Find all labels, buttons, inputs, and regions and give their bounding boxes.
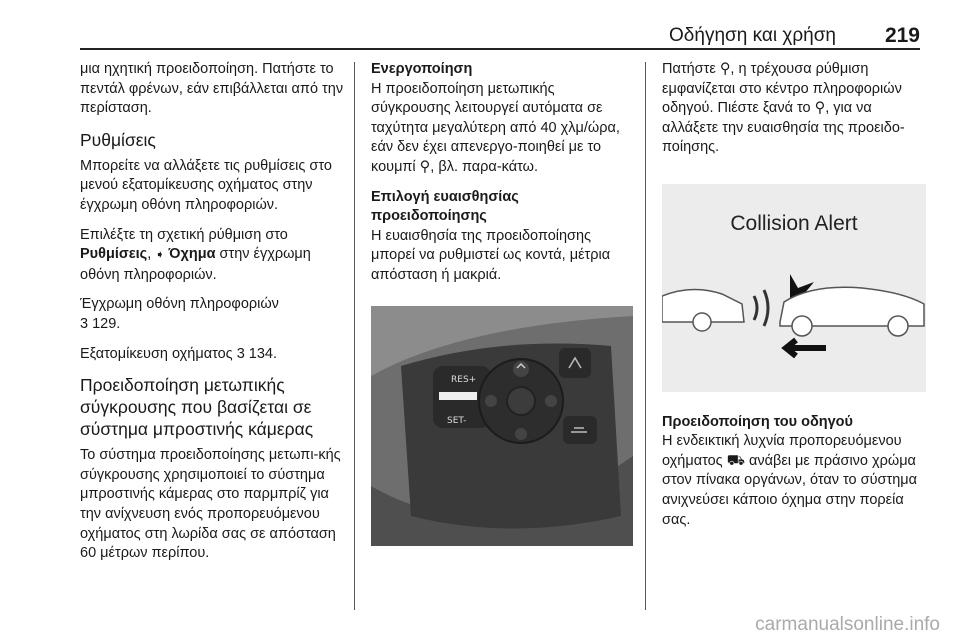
- set-label: SET-: [447, 415, 467, 426]
- heading-driver-warning: Προειδοποίηση του οδηγού: [662, 413, 853, 430]
- menu-settings: Ρυθμίσεις: [80, 246, 148, 263]
- column-1: [80, 60, 344, 574]
- heading-front-camera-alert: Προειδοποίηση μετωπικής σύγκρουσης που βασίζεται σε σύστημα μπροστινής κάμερας: [80, 375, 314, 440]
- column-divider: [354, 62, 355, 610]
- paragraph: μια ηχητική προειδοποίηση. Πατήστε το πεντάλ φρένων, εάν επιβάλλεται από την περίσταση.: [80, 61, 344, 117]
- paragraph: Η ευαισθησία της προειδοποίησης μπορεί να ρυθμιστεί ως κοντά, μέτρια απόσταση ή μακριά.: [371, 227, 611, 283]
- page-header: [80, 18, 920, 48]
- res-label: RES+: [451, 374, 477, 385]
- column-divider: [645, 62, 646, 610]
- text: ,: [147, 246, 156, 263]
- display-title: Collision Alert: [730, 211, 858, 235]
- heading-sensitivity: Επιλογή ευαισθησίας προειδοποίησης: [371, 188, 519, 225]
- header-rule: [80, 48, 920, 50]
- collision-alert-display: [662, 184, 926, 392]
- text: Εξατομίκευση οχήματος: [80, 345, 233, 362]
- paragraph: Η ενδεικτική λυχνία προπορευόμενου οχήματος ⛟ ανάβει με πράσινο χρώμα στον πίνακα οργάνων, όταν το σύστημα ανιχνεύσει κάποιο όχημα στην πορεία σας.: [662, 433, 917, 528]
- column-3: [662, 60, 926, 540]
- heading-settings: Ρυθμίσεις: [80, 129, 156, 150]
- paragraph: Το σύστημα προειδοποίησης μετωπι-κής σύγκρουσης χρησιμοποιεί το σύστημα μπροστινής κάμερας στο παρμπρίζ για την ανίχνευση ενός προπορευόμενου οχήματος στη λωρίδα σας σε απόσταση 60 μέτρων περίπου.: [80, 447, 341, 562]
- menu-vehicle: Όχημα: [168, 246, 216, 263]
- text: στην έγχρωμη οθόνη πληροφοριών.: [80, 246, 311, 283]
- watermark: carmanualsonline.info: [755, 614, 940, 635]
- steering-wheel-figure: [371, 306, 633, 546]
- paragraph: [80, 295, 344, 334]
- paragraph: [80, 345, 344, 365]
- paragraph: [80, 226, 344, 286]
- text: Επιλέξτε τη σχετική ρύθμιση στο: [80, 226, 288, 243]
- paragraph: Μπορείτε να αλλάξετε τις ρυθμίσεις στο μενού εξατομίκευσης οχήματος στην έγχρωμη οθόνη πληροφοριών.: [80, 157, 332, 213]
- header-title: Οδήγηση και χρήση: [669, 25, 836, 46]
- column-2: [371, 60, 635, 564]
- page-number: 219: [884, 24, 920, 47]
- arrow-icon: ➧: [155, 249, 165, 262]
- page-reference: 3 134.: [236, 345, 278, 362]
- page-reference: 3 129.: [80, 315, 121, 332]
- text: Έγχρωμη οθόνη πληροφοριών: [80, 296, 279, 313]
- paragraph: Πατήστε ⚲, η τρέχουσα ρύθμιση εμφανίζεται στο κέντρο πληροφοριών οδηγού. Πιέστε ξανά το ⚲, για να αλλάξετε την ευαισθησία της προειδο-ποίησης.: [662, 61, 905, 156]
- heading-activation: Ενεργοποίηση: [371, 61, 473, 77]
- paragraph: Η προειδοποίηση μετωπικής σύγκρουσης λειτουργεί αυτόματα σε ταχύτητα μεγαλύτερη από 40 χλμ/ώρα, εάν δεν έχει απενεργο-ποιηθεί με το κουμπί ⚲, βλ. παρα-κάτω.: [371, 80, 620, 175]
